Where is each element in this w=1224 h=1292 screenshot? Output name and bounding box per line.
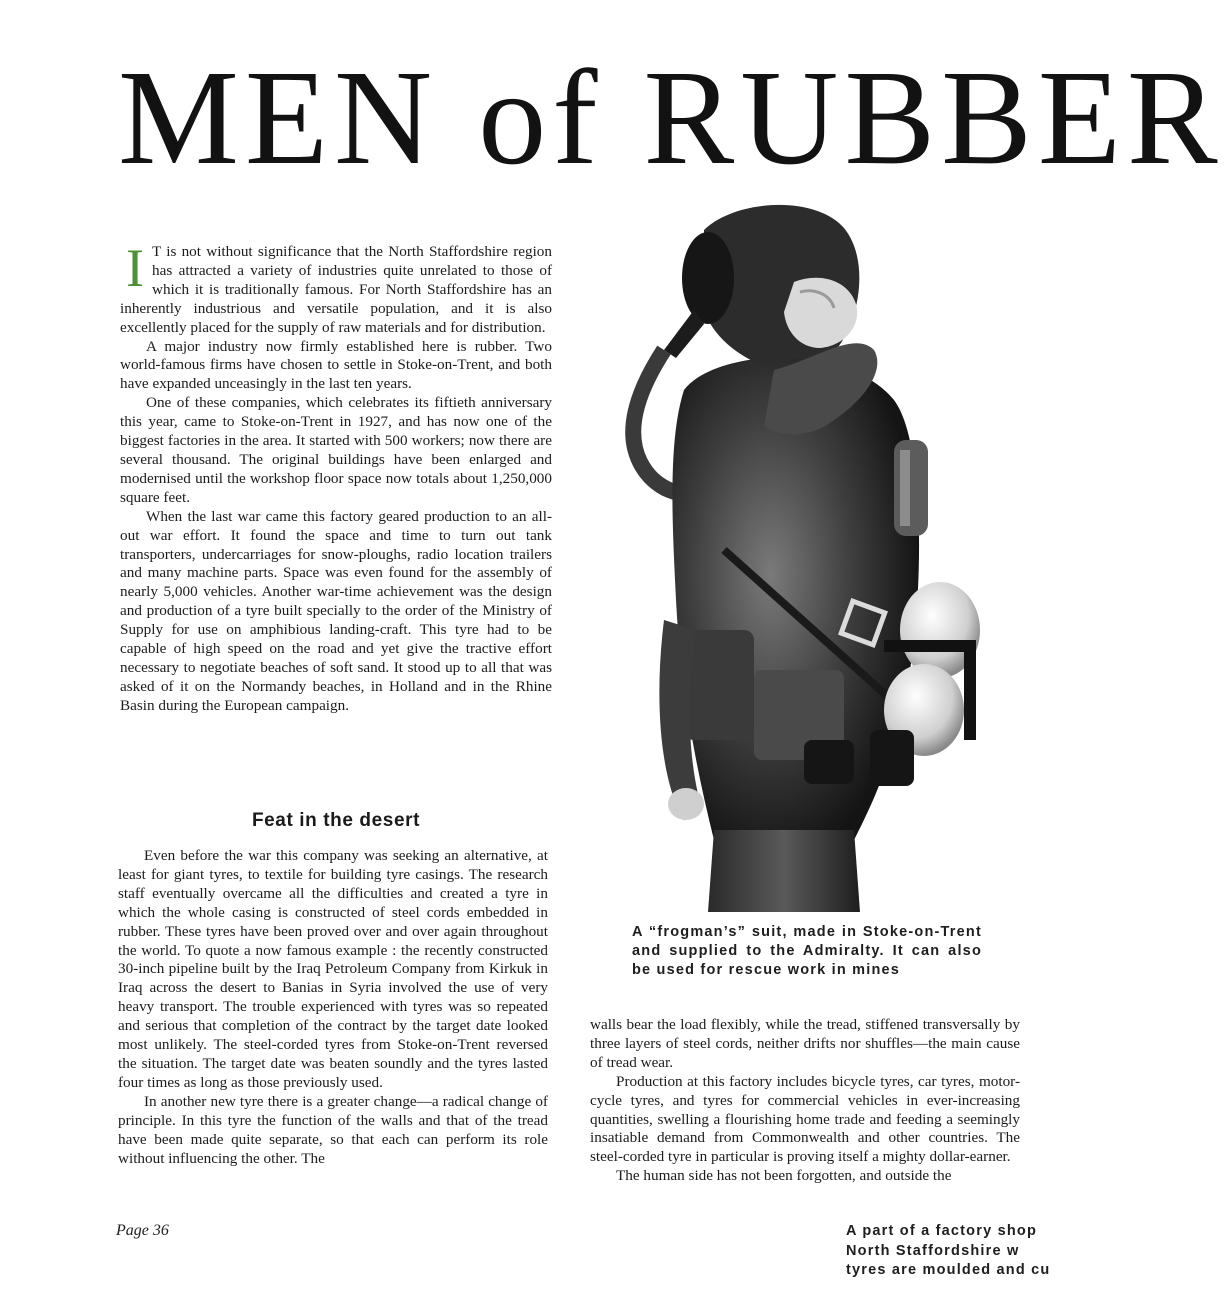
drop-cap: I (126, 238, 144, 298)
page-number: Page 36 (116, 1222, 169, 1239)
section-subheading: Feat in the desert (251, 810, 421, 831)
article-paragraph: walls bear the load flexibly, while the tread, stiffened transversally by three layers of steel cords, neither drifts nor shuffles—the main cause of tread wear. (590, 1016, 1020, 1071)
article-paragraph: Production at this factory includes bicycle tyres, car tyres, motor-cycle tyres, and tyres for commercial vehicles in ever-increasing quantities, swelling a flourishing home trade and feeding a seemingly insatiable demand from Commonwealth and other countries. The steel-corded tyre in particular is proving itself a mighty dollar-earner. (590, 1072, 1020, 1166)
article-paragraph: In another new tyre there is a greater change—a radical change of principle. In this tyre the function of the walls and that of the tread have been made quite separate, so that each can perform its role without influencing the other. The (118, 1092, 548, 1167)
article-paragraph: The human side has not been forgotten, and outside the (616, 1167, 952, 1185)
caption-line: A part of a factory shop (846, 1223, 1038, 1239)
photo-caption: A “frogman’s” suit, made in Stoke-on-Trent and supplied to the Admiralty. It can also be used for rescue work in mines (632, 924, 982, 978)
article-paragraph: A major industry now firmly established here is rubber. Two world-famous firms have chosen to settle in Stoke-on-Trent, and both have expanded unceasingly in the last ten years. (120, 337, 552, 393)
article-column-left-top (120, 238, 552, 716)
frogman-photo (624, 200, 1008, 912)
article-column-right (590, 1016, 1020, 1186)
article-paragraph: One of these companies, which celebrates its fiftieth anniversary this year, came to Stoke-on-Trent in 1927, and has now one of the biggest factories in the area. It started with 500 workers; now there are several thousand. The original buildings have been enlarged and modernised until the workshop floor space now totals about 1,250,000 square feet. (120, 394, 552, 506)
caption-line: tyres are moulded and cu (846, 1262, 1051, 1278)
page-title: MEN of RUBBER (118, 43, 1224, 193)
article-paragraph: Even before the war this company was seeking an alternative, at least for giant tyres, to textile for building tyre casings. The research staff eventually overcame all the difficulties and created a tyre in which the whole casing is constructed of steel cords embedded in rubber. These tyres have been proved over and over again throughout the world. To quote a now famous example : the recently constructed 30-inch pipeline built by the Iraq Petroleum Company from Kirkuk in Iraq across the desert to Banias in Syria involved the use of very heavy transport. The trouble experienced with tyres was so repeated and serious that completion of the contract by the target date looked most unlikely. The steel-corded tyres from Stoke-on-Trent reversed the situation. The target date was beaten soundly and the tyres lasted four times as long as those previously used. (118, 847, 548, 1091)
caption-line: North Staffordshire w (846, 1242, 1020, 1259)
intro-paragraph (120, 238, 552, 338)
article-column-left-bottom (118, 847, 548, 1168)
intro-text: T is not without significance that the North Staffordshire region has attracted a variety of industries quite unrelated to those of which it is traditionally famous. For North Staffordshire has an inherently industrious and versatile population, and it is also excellently placed for the supply of raw materials and for distribution. (120, 243, 552, 336)
article-paragraph: When the last war came this factory geared production to an all-out war effort. It found the space and time to turn out tank transporters, undercarriages for snow-ploughs, radio location trailers and many machine parts. Space was even found for the assembly of nearly 5,000 vehicles. Another war-time achievement was the design and production of a tyre built specially to the order of the Ministry of Supply for use on amphibious landing-craft. This tyre had to be capable of high speed on the road and yet give the tractive effort necessary to negotiate beaches of soft sand. It stood up to all that was asked of it on the Normandy beaches, in Holland and in the Rhine Basin during the European campaign. (120, 507, 552, 714)
factory-caption (846, 1222, 1051, 1284)
